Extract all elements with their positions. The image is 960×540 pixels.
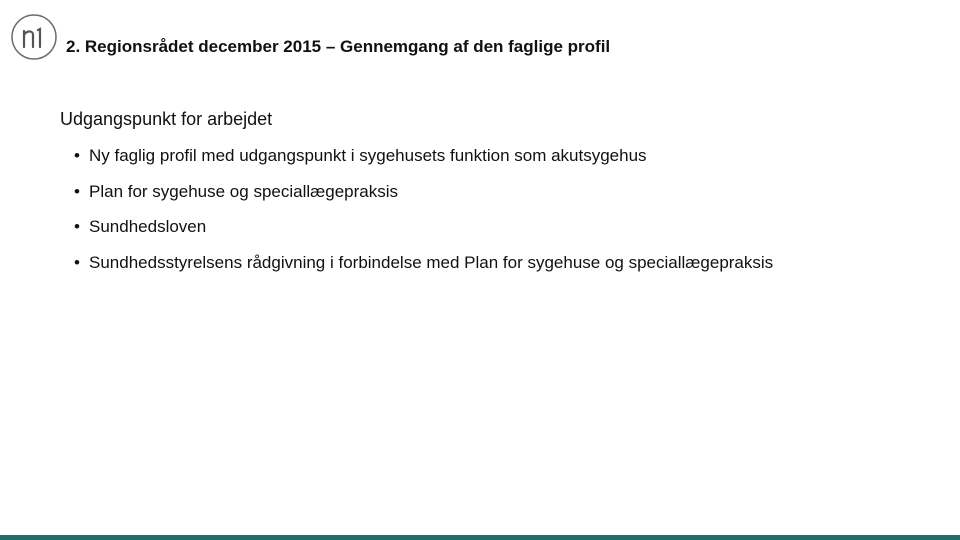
- slide-content: [60, 109, 940, 287]
- bullet-list: [60, 145, 940, 273]
- bullet-text: Sundhedsloven: [89, 217, 207, 236]
- bullet-item: [60, 252, 940, 273]
- bullet-icon: •: [74, 252, 80, 272]
- bullet-text: Sundhedsstyrelsens rådgivning i forbindelse med Plan for sygehuse og speciallægepraksis: [89, 252, 774, 272]
- bullet-item: [60, 181, 940, 202]
- bullet-text: Ny faglig profil med udgangspunkt i sygehusets funktion som akutsygehus: [89, 146, 647, 165]
- bullet-item: [60, 216, 940, 237]
- bullet-icon: •: [74, 146, 80, 165]
- bullet-icon: •: [74, 217, 80, 236]
- bullet-item: [60, 145, 940, 166]
- bullet-text: Plan for sygehuse og speciallægepraksis: [89, 181, 399, 201]
- logo-icon: [10, 13, 58, 61]
- bottom-accent-bar: [0, 535, 960, 540]
- section-heading: Udgangspunkt for arbejdet: [60, 109, 273, 129]
- bullet-icon: •: [74, 181, 80, 201]
- slide-title: 2. Regionsrådet december 2015 – Gennemgang af den faglige profil: [66, 37, 611, 56]
